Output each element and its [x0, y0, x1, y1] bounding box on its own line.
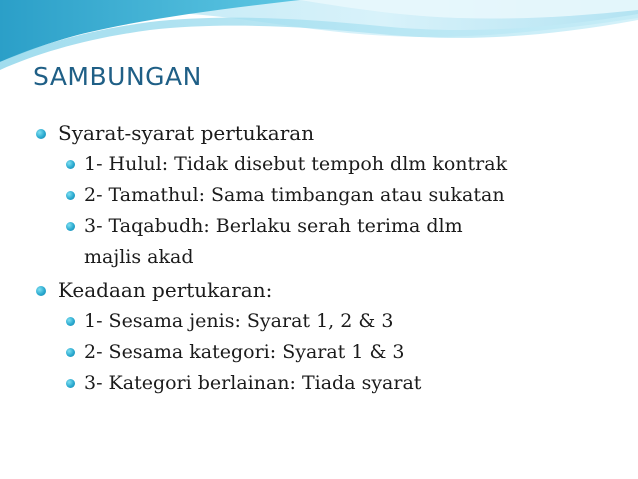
round-bullet-icon — [66, 379, 75, 388]
bullet-item — [36, 275, 596, 306]
sub-bullet-item — [66, 211, 524, 273]
sub-bullet-item — [66, 306, 596, 337]
round-bullet-icon — [36, 286, 46, 296]
bullet-text: Keadaan pertukaran: — [58, 278, 273, 302]
round-bullet-icon — [36, 129, 46, 139]
bullet-list — [36, 118, 596, 399]
bullet-item — [36, 118, 596, 149]
sub-bullet-text: 2- Tamathul: Sama timbangan atau sukatan — [84, 184, 505, 206]
slide-title: SAMBUNGAN — [33, 62, 202, 91]
bullet-text: Syarat-syarat pertukaran — [58, 121, 315, 145]
round-bullet-icon — [66, 191, 75, 200]
sub-bullet-item — [66, 337, 596, 368]
sub-bullet-text: 2- Sesama kategori: Syarat 1 & 3 — [84, 341, 405, 363]
round-bullet-icon — [66, 317, 75, 326]
round-bullet-icon — [66, 160, 75, 169]
round-bullet-icon — [66, 348, 75, 357]
sub-bullet-item — [66, 180, 596, 211]
sub-bullet-text: 3- Taqabudh: Berlaku serah terima dlm majlis akad — [84, 215, 463, 268]
sub-bullet-text: 1- Sesama jenis: Syarat 1, 2 & 3 — [84, 310, 394, 332]
round-bullet-icon — [66, 222, 75, 231]
sub-bullet-text: 1- Hulul: Tidak disebut tempoh dlm kontrak — [84, 153, 508, 175]
sub-bullet-text: 3- Kategori berlainan: Tiada syarat — [84, 372, 422, 394]
sub-bullet-item — [66, 368, 596, 399]
sub-bullet-item — [66, 149, 596, 180]
